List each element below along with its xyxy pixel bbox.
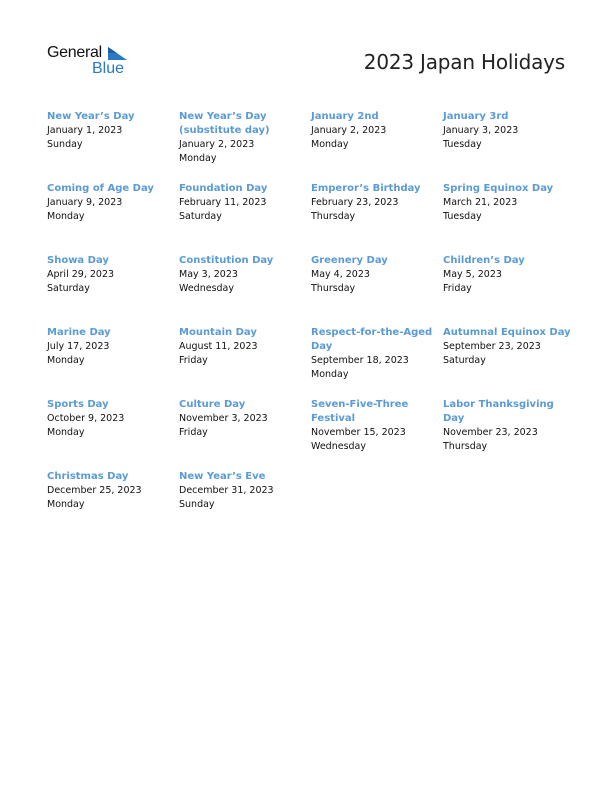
holiday-name: New Year’s Day bbox=[47, 111, 135, 122]
page-title: 2023 Japan Holidays bbox=[363, 50, 565, 74]
holiday-name: Marine Day bbox=[47, 327, 111, 338]
logo-text-blue: Blue bbox=[92, 60, 125, 77]
holiday-weekday: Tuesday bbox=[443, 139, 482, 150]
holiday-date: April 29, 2023 bbox=[47, 269, 115, 280]
holiday-name: Foundation Day bbox=[179, 183, 268, 194]
holiday-name: Children’s Day bbox=[443, 255, 525, 266]
holiday-date: May 3, 2023 bbox=[179, 269, 238, 280]
holiday-entry bbox=[179, 254, 311, 326]
holiday-name: January 2nd bbox=[311, 111, 379, 122]
holiday-entry bbox=[47, 398, 179, 470]
holiday-date: December 31, 2023 bbox=[179, 485, 274, 496]
holiday-weekday: Friday bbox=[179, 427, 208, 438]
holiday-entry bbox=[179, 470, 311, 542]
holiday-entry bbox=[179, 326, 311, 398]
holiday-name: Coming of Age Day bbox=[47, 183, 154, 194]
holiday-date: January 3, 2023 bbox=[443, 125, 519, 136]
holiday-name: Labor Thanksgiving Day bbox=[443, 399, 554, 424]
holiday-entry bbox=[443, 398, 575, 470]
holiday-entry bbox=[311, 398, 443, 470]
holiday-name: New Year’s Eve bbox=[179, 471, 266, 482]
holiday-entry bbox=[47, 110, 179, 182]
holiday-weekday: Saturday bbox=[47, 283, 90, 294]
holiday-weekday: Wednesday bbox=[179, 283, 235, 294]
holiday-name: Christmas Day bbox=[47, 471, 129, 482]
holiday-date: July 17, 2023 bbox=[47, 341, 110, 352]
logo-text-general: General bbox=[47, 44, 102, 61]
holiday-entry bbox=[47, 470, 179, 542]
holiday-date: December 25, 2023 bbox=[47, 485, 142, 496]
holiday-entry bbox=[311, 326, 443, 398]
holiday-name: Autumnal Equinox Day bbox=[443, 327, 571, 338]
holiday-entry bbox=[179, 110, 311, 182]
holiday-entry bbox=[179, 398, 311, 470]
holiday-date: September 18, 2023 bbox=[311, 355, 409, 366]
holiday-weekday: Wednesday bbox=[311, 441, 367, 452]
holiday-weekday: Monday bbox=[47, 355, 85, 366]
holiday-entry bbox=[47, 254, 179, 326]
holiday-name: Showa Day bbox=[47, 255, 109, 266]
holiday-entry bbox=[443, 254, 575, 326]
holiday-date: November 15, 2023 bbox=[311, 427, 406, 438]
holiday-date: May 4, 2023 bbox=[311, 269, 370, 280]
holiday-weekday: Saturday bbox=[179, 211, 222, 222]
logo-flag-icon bbox=[108, 47, 127, 60]
holiday-name: New Year’s Day (substitute day) bbox=[179, 111, 270, 136]
holiday-name: Culture Day bbox=[179, 399, 246, 410]
holiday-weekday: Sunday bbox=[179, 499, 215, 510]
logo bbox=[47, 44, 129, 78]
holiday-date: May 5, 2023 bbox=[443, 269, 502, 280]
holiday-entry bbox=[311, 254, 443, 326]
holiday-weekday: Monday bbox=[311, 139, 349, 150]
holiday-date: September 23, 2023 bbox=[443, 341, 541, 352]
holiday-date: February 23, 2023 bbox=[311, 197, 399, 208]
holiday-weekday: Monday bbox=[47, 499, 85, 510]
holiday-name: Respect-for-the-Aged Day bbox=[311, 327, 433, 352]
holiday-weekday: Friday bbox=[443, 283, 472, 294]
holiday-date: January 9, 2023 bbox=[47, 197, 123, 208]
holiday-entry bbox=[311, 110, 443, 182]
holiday-date: January 1, 2023 bbox=[47, 125, 123, 136]
holiday-weekday: Sunday bbox=[47, 139, 83, 150]
holiday-name: Greenery Day bbox=[311, 255, 388, 266]
holiday-date: March 21, 2023 bbox=[443, 197, 518, 208]
holiday-weekday: Friday bbox=[179, 355, 208, 366]
holiday-date: January 2, 2023 bbox=[311, 125, 387, 136]
holiday-weekday: Monday bbox=[47, 211, 85, 222]
holiday-weekday: Thursday bbox=[311, 211, 356, 222]
holiday-date: November 23, 2023 bbox=[443, 427, 538, 438]
holiday-weekday: Thursday bbox=[311, 283, 356, 294]
holiday-name: Constitution Day bbox=[179, 255, 274, 266]
holiday-name: Spring Equinox Day bbox=[443, 183, 554, 194]
holiday-grid bbox=[47, 110, 575, 542]
holiday-entry bbox=[179, 182, 311, 254]
holiday-entry bbox=[443, 326, 575, 398]
holiday-weekday: Monday bbox=[311, 369, 349, 380]
holiday-entry bbox=[311, 182, 443, 254]
holiday-weekday: Saturday bbox=[443, 355, 486, 366]
holiday-weekday: Tuesday bbox=[443, 211, 482, 222]
holiday-name: Emperor’s Birthday bbox=[311, 183, 421, 194]
holiday-date: January 2, 2023 bbox=[179, 139, 255, 150]
holiday-weekday: Monday bbox=[179, 153, 217, 164]
holiday-entry bbox=[443, 182, 575, 254]
holiday-weekday: Monday bbox=[47, 427, 85, 438]
holiday-name: Seven-Five-Three Festival bbox=[311, 399, 409, 424]
holiday-date: November 3, 2023 bbox=[179, 413, 268, 424]
holiday-entry bbox=[47, 326, 179, 398]
holiday-entry bbox=[443, 110, 575, 182]
holiday-date: February 11, 2023 bbox=[179, 197, 267, 208]
holiday-name: January 3rd bbox=[443, 111, 509, 122]
holiday-name: Mountain Day bbox=[179, 327, 257, 338]
holiday-entry bbox=[47, 182, 179, 254]
holiday-date: October 9, 2023 bbox=[47, 413, 125, 424]
holiday-weekday: Thursday bbox=[443, 441, 488, 452]
holiday-name: Sports Day bbox=[47, 399, 109, 410]
holiday-date: August 11, 2023 bbox=[179, 341, 258, 352]
